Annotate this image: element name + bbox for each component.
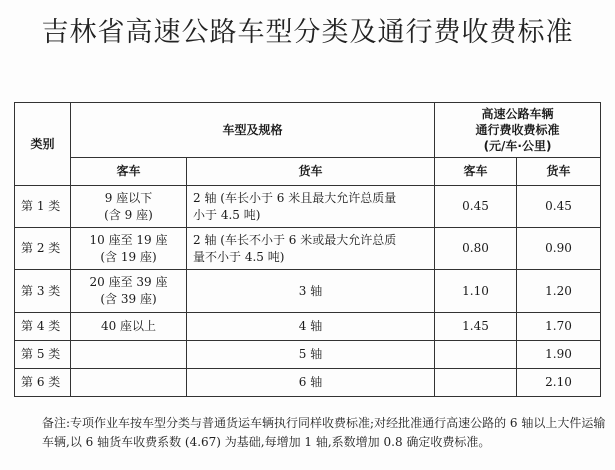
header-rate-line2: 通行费收费标准 <box>475 123 560 137</box>
header-category: 类别 <box>15 103 71 186</box>
row-rate-passenger: 1.10 <box>435 270 517 313</box>
footnote-text: 专项作业车按车型分类与普通货运车辆执行同样收费标准;对经批准通行高速公路的 6 轴以上大件运输车辆,以 6 轴货车收费系数 (4.67) 为基础,每增加 1 轴,系数增加 0.8 确定收费标准。 <box>42 416 606 449</box>
row-truck-line1: 2 轴 (车长小于 6 米且最大允许总质量 <box>193 190 397 205</box>
header-rate-line1: 高速公路车辆 <box>481 107 554 121</box>
row-rate-truck: 1.20 <box>517 270 601 313</box>
row-truck <box>187 228 435 270</box>
row-truck-line2: 量不小于 4.5 吨) <box>193 249 285 264</box>
row-category: 第 4 类 <box>15 313 71 341</box>
row-rate-passenger: 1.45 <box>435 313 517 341</box>
fee-table <box>14 102 601 397</box>
row-rate-passenger <box>435 369 517 397</box>
row-passenger <box>71 270 187 313</box>
row-truck: 6 轴 <box>187 369 435 397</box>
header-rate-line3: (元/车·公里) <box>483 139 552 153</box>
row-passenger-line2: (含 19 座) <box>100 249 157 264</box>
row-rate-truck: 1.70 <box>517 313 601 341</box>
table-row <box>15 341 601 369</box>
row-passenger-line2: (含 9 座) <box>104 207 153 222</box>
table-row <box>15 313 601 341</box>
row-rate-truck: 2.10 <box>517 369 601 397</box>
row-truck: 5 轴 <box>187 341 435 369</box>
header-rate-truck: 货车 <box>517 158 601 186</box>
row-rate-passenger: 0.80 <box>435 228 517 270</box>
row-rate-truck: 1.90 <box>517 341 601 369</box>
row-passenger-line1: 9 座以下 <box>104 190 153 205</box>
row-truck: 4 轴 <box>187 313 435 341</box>
row-truck <box>187 186 435 228</box>
table-row <box>15 270 601 313</box>
header-rate <box>435 103 601 158</box>
row-category: 第 2 类 <box>15 228 71 270</box>
table-subheader-row <box>15 158 601 186</box>
footnote <box>42 414 608 452</box>
header-spec: 车型及规格 <box>71 103 435 158</box>
row-passenger-line1: 20 座至 39 座 <box>89 275 168 289</box>
row-truck-line2: 小于 4.5 吨) <box>193 207 261 222</box>
table-row <box>15 369 601 397</box>
row-rate-truck: 0.45 <box>517 186 601 228</box>
row-passenger <box>71 341 187 369</box>
row-rate-passenger <box>435 341 517 369</box>
row-passenger <box>71 228 187 270</box>
row-passenger-line2: (含 39 座) <box>100 292 157 306</box>
row-passenger <box>71 369 187 397</box>
row-passenger <box>71 186 187 228</box>
row-passenger: 40 座以上 <box>71 313 187 341</box>
row-category: 第 5 类 <box>15 341 71 369</box>
row-rate-passenger: 0.45 <box>435 186 517 228</box>
header-passenger: 客车 <box>71 158 187 186</box>
row-category: 第 1 类 <box>15 186 71 228</box>
row-truck-line1: 2 轴 (车长不小于 6 米或最大允许总质 <box>193 232 397 247</box>
footnote-label: 备注: <box>42 416 71 430</box>
row-passenger-line1: 10 座至 19 座 <box>89 232 168 247</box>
row-truck: 3 轴 <box>187 270 435 313</box>
row-rate-truck: 0.90 <box>517 228 601 270</box>
row-category: 第 6 类 <box>15 369 71 397</box>
page-title: 吉林省高速公路车型分类及通行费收费标准 <box>41 17 574 48</box>
row-category: 第 3 类 <box>15 270 71 313</box>
table-row <box>15 186 601 228</box>
header-truck: 货车 <box>187 158 435 186</box>
header-rate-passenger: 客车 <box>435 158 517 186</box>
table-header-row <box>15 103 601 158</box>
table-row <box>15 228 601 270</box>
